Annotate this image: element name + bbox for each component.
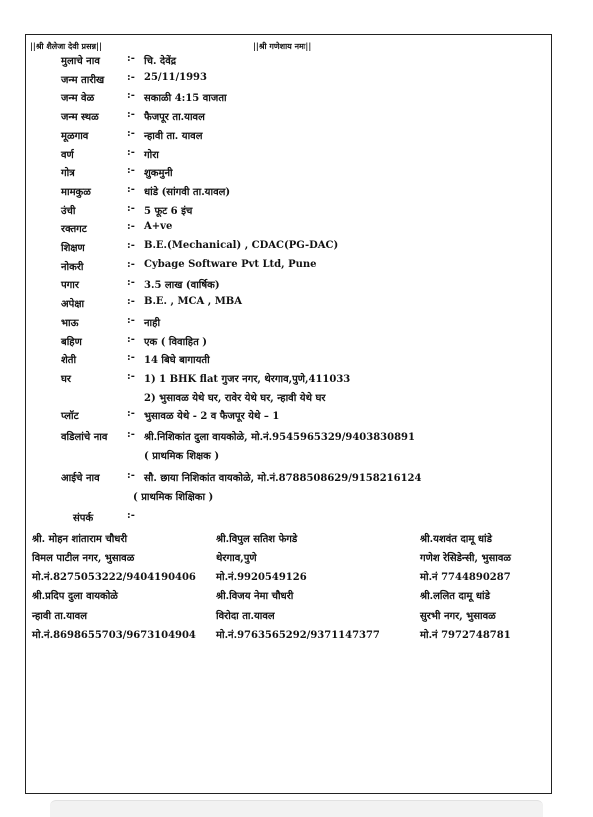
scroll-footer-bar	[50, 800, 543, 817]
field-maternal-family-value: धांडे (सांगवी ता.यावल)	[144, 186, 231, 198]
field-mother-label: आईचे नाव	[61, 473, 100, 485]
field-gotra-separator: :-	[127, 165, 135, 177]
field-birth-place-value: फैजपूर ता.यावल	[144, 112, 205, 124]
field-complexion-label: वर्ण	[61, 149, 74, 161]
contact-r5-c3: सुरभी नगर, भुसावळ	[420, 610, 496, 622]
field-house-label: घर	[61, 373, 71, 385]
field-complexion-separator: :-	[127, 146, 135, 158]
field-father-separator: :-	[127, 429, 135, 440]
field-maternal-family-label: मामकुळ	[61, 186, 91, 198]
field-plot-label: प्लॉट	[61, 411, 79, 423]
field-house-separator: :-	[127, 370, 135, 382]
field-farm-label: शेती	[61, 355, 77, 367]
field-mother-value: सौ. छाया निशिकांत वायकोळे, मो.नं.8788508629/9158216124	[144, 473, 422, 485]
field-gotra-label: गोत्र	[61, 168, 75, 180]
header-invocation-center: ||श्री गणेशाय नमः||	[253, 41, 312, 51]
contact-r5-c1: न्हावी ता.यावल	[32, 610, 88, 622]
field-blood-group-value: A+ve	[144, 221, 173, 233]
field-native-place-value: न्हावी ता. यावल	[144, 130, 203, 142]
field-expectation-separator: :-	[127, 296, 135, 308]
field-expectation-value: B.E. , MCA , MBA	[144, 296, 242, 308]
field-sister-label: बहिण	[61, 336, 82, 348]
contact-r2-c1: विमल पाटील नगर, भुसावळ	[32, 552, 135, 564]
father-note: ( प्राथमिक शिक्षक )	[144, 450, 220, 462]
biodata-page	[25, 34, 552, 794]
contact-r3-c1: मो.नं.8275053222/9404190406	[32, 572, 196, 584]
field-name-separator: :-	[127, 53, 135, 64]
contact-r5-c2: विरोदा ता.यावल	[216, 610, 275, 622]
field-brother-separator: :-	[127, 314, 135, 326]
contact-r3-c3: मो.नं 7744890287	[420, 572, 511, 584]
field-complexion-value: गोरा	[144, 149, 159, 161]
header-invocation-left: ||श्री शैलेजा देवी प्रसन्न||	[30, 41, 102, 51]
field-expectation-label: अपेक्षा	[61, 299, 85, 311]
field-birth-time-separator: :-	[127, 90, 135, 102]
contact-separator: :-	[127, 509, 135, 521]
field-job-label: नोकरी	[61, 261, 84, 273]
field-job-separator: :-	[127, 258, 135, 270]
field-brother-value: नाही	[144, 317, 161, 329]
contact-label: संपर्क	[73, 512, 94, 524]
field-birth-time-label: जन्म वेळ	[61, 93, 95, 105]
field-salary-separator: :-	[127, 277, 135, 289]
contact-r6-c1: मो.नं.8698655703/9673104904	[32, 630, 196, 641]
field-birth-place-label: जन्म स्थळ	[61, 112, 99, 124]
field-job-value: Cybage Software Pvt Ltd, Pune	[144, 258, 317, 270]
contact-r6-c3: मो.नं 7972748781	[420, 630, 511, 641]
contact-r1-c1: श्री. मोहन शांताराम चौधरी	[32, 533, 128, 545]
field-mother-separator: :-	[127, 470, 135, 482]
field-name-value: चि. देवेंद्र	[144, 56, 177, 67]
house-line-2: 2) भुसावळ येथे घर, रावेर येथे घर, न्हावी येथे घर	[144, 392, 326, 404]
field-sister-value: एक ( विवाहित )	[144, 336, 208, 348]
contact-r6-c2: मो.नं.9763565292/9371147377	[216, 630, 380, 641]
field-education-label: शिक्षण	[61, 243, 85, 254]
field-maternal-family-separator: :-	[127, 183, 135, 195]
field-height-value: 5 फूट 6 इंच	[144, 205, 193, 217]
field-height-separator: :-	[127, 202, 135, 214]
contact-r4-c2: श्री.विजय नेमा चौधरी	[216, 591, 294, 603]
field-native-place-label: मूळगाव	[61, 130, 89, 142]
field-blood-group-label: रक्तगट	[61, 224, 87, 236]
field-birth-time-value: सकाळी 4:15 वाजता	[144, 93, 227, 105]
contact-r1-c2: श्री.विपुल सतिश फेगडे	[216, 533, 298, 545]
contact-r2-c3: गणेश रेसिडेन्सी, भुसावळ	[420, 552, 512, 564]
field-brother-label: भाऊ	[61, 317, 79, 329]
field-plot-value: भुसावळ येथे - 2 व फैजपूर येथे – 1	[144, 411, 280, 423]
field-blood-group-separator: :-	[127, 221, 135, 233]
field-dob-label: जन्म तारीख	[61, 74, 105, 86]
field-father-label: वडिलांचे नाव	[61, 432, 108, 443]
field-father-value: श्री.निशिकांत दुला वायकोळे, मो.नं.9545965329/9403830891	[144, 432, 415, 443]
field-plot-separator: :-	[127, 408, 135, 420]
contact-r2-c2: थेरगाव,पुणे	[216, 552, 257, 564]
field-house-value: 1) 1 BHK flat गुजर नगर, थेरगाव,पुणे,411033	[144, 373, 351, 385]
contact-r4-c3: श्री.ललित दामू धांडे	[420, 591, 490, 603]
field-birth-place-separator: :-	[127, 109, 135, 121]
field-name-label: मुलाचे नाव	[61, 56, 100, 67]
field-sister-separator: :-	[127, 333, 135, 345]
field-height-label: उंची	[61, 205, 76, 217]
field-salary-label: पगार	[61, 280, 79, 292]
mother-note: ( प्राथमिक शिक्षिका )	[133, 492, 214, 504]
field-education-value: B.E.(Mechanical) , CDAC(PG-DAC)	[144, 240, 339, 251]
field-dob-separator: :-	[127, 71, 135, 83]
contact-r4-c1: श्री.प्रदिप दुला वायकोळे	[32, 591, 118, 603]
field-dob-value: 25/11/1993	[144, 71, 207, 83]
contact-r3-c2: मो.नं.9920549126	[216, 572, 307, 584]
field-farm-value: 14 बिघे बागायती	[144, 355, 210, 367]
field-native-place-separator: :-	[127, 127, 135, 139]
field-education-separator: :-	[127, 240, 135, 251]
field-gotra-value: शुकमुनी	[144, 168, 173, 180]
field-farm-separator: :-	[127, 352, 135, 364]
field-salary-value: 3.5 लाख (वार्षिक)	[144, 280, 220, 292]
contact-r1-c3: श्री.यशवंत दामू धांडे	[420, 533, 492, 545]
